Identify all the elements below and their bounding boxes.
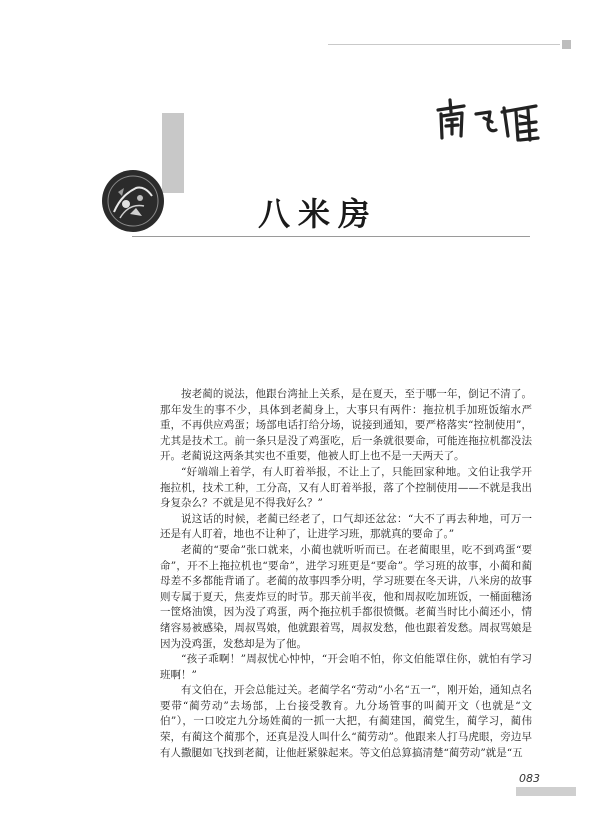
title-underline-rule [132, 236, 530, 237]
paragraph: “好端端上着学，有人盯着举报，不让上了，只能回家种地。文伯让我学开拖拉机，技术工种，工分高，又有人盯着举报，落了个控制使用——不就是我出身复杂么？不就是见不得我好么？” [160, 465, 532, 510]
header-rule [328, 44, 560, 45]
paragraph: 说这话的时候，老蔺已经老了，口气却还忿忿：“大不了再去种地，可万一还是有人盯着，地也不让种了，让进学习班，那就真的要命了。” [160, 512, 532, 541]
chapter-emblem-icon [100, 168, 166, 234]
paragraph: 按老蔺的说法，他跟台湾扯上关系，是在夏天，至于哪一年，倒记不清了。那年发生的事不少，具体到老蔺身上，大事只有两件：拖拉机手加班饭缩水严重，不再供应鸡蛋；场部电话打给分场，说接到通知，要严格落实“控制使用”，尤其是技术工。前一条只是没了鸡蛋吃，后一条就很要命，可能连拖拉机都没法开。老蔺说这两条其实也不重要，他被人盯上也不是一天两天了。 [160, 388, 532, 463]
paragraph: “孩子乖啊！”周叔忧心忡忡，“开会咱不怕，你文伯能罩住你，就怕有学习班啊！” [160, 653, 532, 681]
chapter-title: 八米房 [258, 195, 379, 233]
paragraph: 有文伯在，开会总能过关。老蔺学名“劳动”小名“五一”，刚开始，通知点名要带“蔺劳动”去场部，上台接受教育。九分场管事的叫蔺开文（也就是“文伯”），一口咬定九分场姓蔺的一抓一大把，有蔺建国，蔺党生，蔺学习，蔺伟荣，有蔺这个蔺那个，还真是没人叫什么“蔺劳动”。他跟来人打马虎眼，旁边早有人撒腿如飞找到老蔺，让他赶紧躲起来。等文伯总算搞清楚“蔺劳动”就是“五 [160, 684, 532, 759]
page-number: 083 [519, 772, 540, 785]
header-square-ornament [562, 40, 571, 49]
author-signature [432, 96, 550, 146]
paragraph: 老蔺的“要命”张口就来，小蔺也就听听而已。在老蔺眼里，吃不到鸡蛋“要命”，开不上拖拉机也“要命”，进学习班更是“要命”。学习班的故事，小蔺和蔺母差不多都能背诵了。老蔺的故事四季分明，学习班要在冬天讲，八米房的故事则专属于夏天，焦麦炸豆的时节。那天前半夜，他和周叔吃加班饭，一桶面穗汤一筐烙油馍，因为没了鸡蛋，两个拖拉机手都很愤慨。老蔺当时比小蔺还小，情绪容易被感染，周叔骂娘，他就跟着骂，周叔发愁，他也跟着发愁。周叔骂娘是因为没鸡蛋，发愁却是为了他。 [160, 543, 532, 650]
footer-bar [516, 787, 576, 796]
body-text [160, 387, 532, 761]
